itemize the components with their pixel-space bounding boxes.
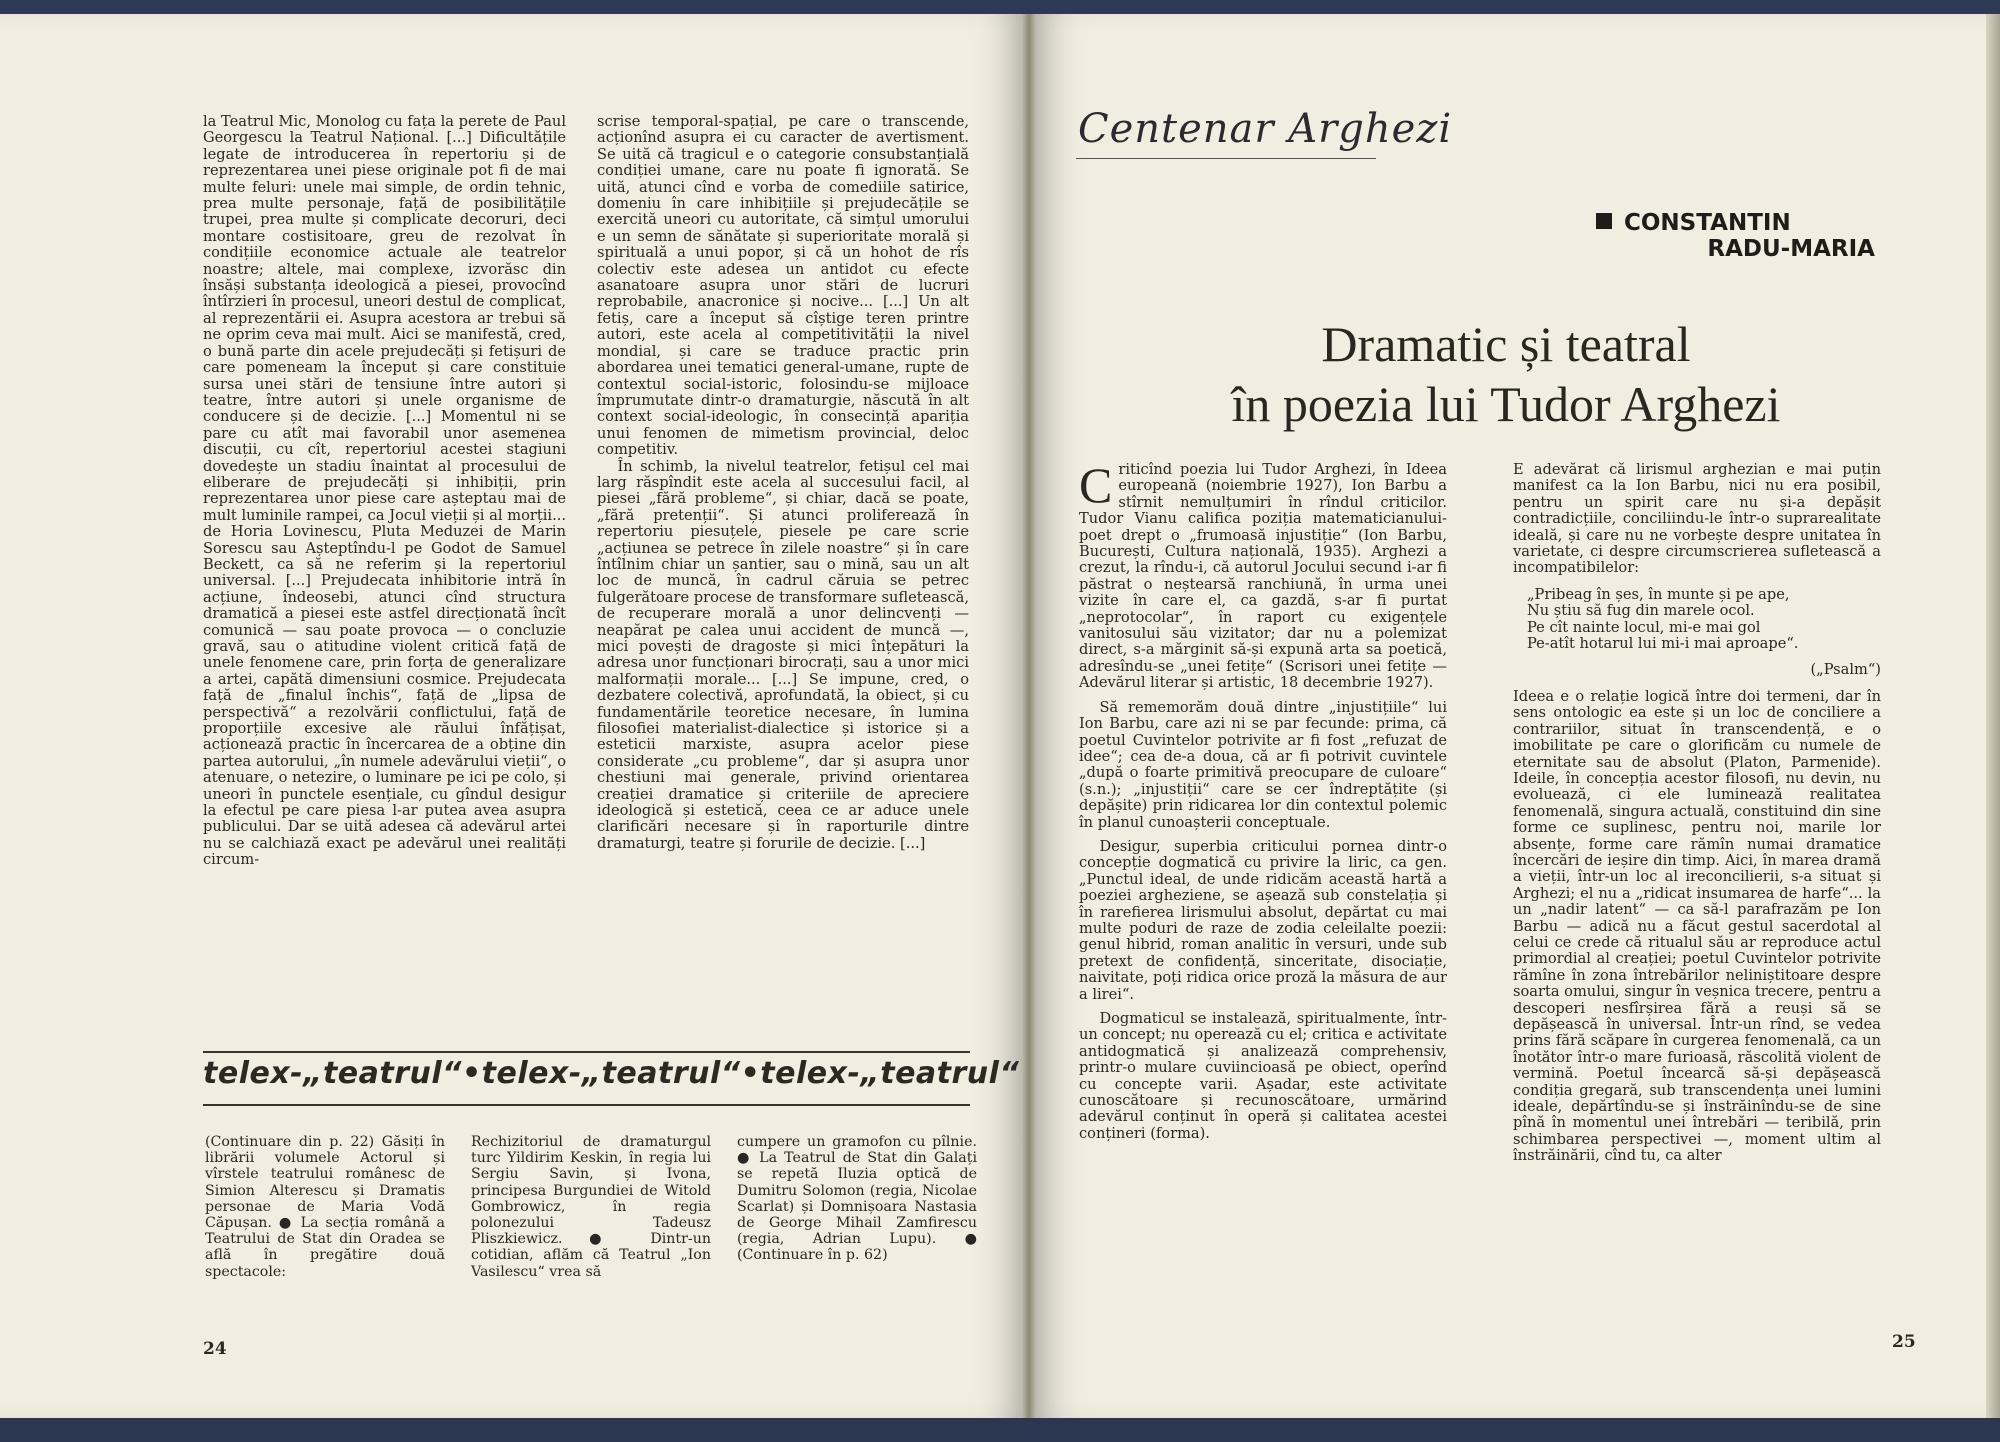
article-title: [1076, 314, 1936, 434]
desk-bottom-edge: [0, 1418, 2000, 1442]
right-page-column-2: [1513, 462, 1881, 1165]
paragraph: Criticînd poezia lui Tudor Arghezi, în Ideea europeană (noiembrie 1927), Ion Barbu a stîrnit nemulțumiri în rîndul criticilor. Tudor Vianu califica poziția matematicianului-poet drept o „frumoasă injustiție“ (Ion Barbu, București, Cultura națională, 1935). Arghezi a crezut, la rîndu-i, că autorul Jocului secund i-ar fi păstrat o neștearsă ranchiună, în urma unei vizite în care el, ca gazdă, s-ar fi purtat „neprotocolar“, în raport cu exigențele vanitosului său vizitator; dar nu a polemizat direct, s-a mărginit să-și expună arta sa poetică, adresîndu-se „unei fetițe“ (Scrisori unei fetițe — Adevărul literar și artistic, 18 decembrie 1927).: [1079, 457, 1447, 692]
divider: [203, 1104, 970, 1106]
section-heading: Centenar Arghezi: [1078, 106, 1453, 152]
verse-line: Pe cît nainte locul, mi-e mai gol: [1527, 618, 1761, 636]
verse-quote: [1527, 587, 1881, 653]
author-last-name: RADU-MARIA: [1707, 236, 1875, 262]
paragraph: Ideea e o relație logică între doi termeni, dar în sens ontologic ea este și un loc de conciliere a contrariilor, situat în transcendență, e o imobilitate pe care o glorificăm cu numele de eternitate sau de absolut (Platon, Parmenide). Ideile, în concepția acestor filosofi, nu devin, nu evoluează, ci ele luminează realitatea fenomenală, singura actuală, constituind din sine forme ce suplinesc, pentru noi, marile lor absențe, forme care rămîn numai dramatice încercări de ieșire din timp. Aici, în marea dramă a vieții, într-un loc al ireconcilierii, s-a situat și Arghezi; el nu a „ridicat insumarea de harfe“... la un „nadir latent“ — ca să-l parafrazăm pe Ion Barbu — adică nu a făcut gestul sacerdotal al celui ce crede că ritualul său ar reproduce actul primordial al creației; poetul Cuvintelor potrivite rămîne în zona întrebărilor neliniștitoare despre soarta omului, singur în veșnica trecere, pentru a descoperi nesfîrșirea fără a reuși să se depășească în universal. Într-un rînd, se vedea prins fără scăpare în curgerea fenomenală, ca un înotător într-o mare furioasă, răscolită violent de vermină. Poetul încearcă să-și depășească condiția gregară, sub transcendența unei lumini ideale, depărtîndu-se și înstrăinîndu-se de sine pînă în momentul unei întrebări — teribilă, prin schimbarea perspectivei —, moment ultim al înstrăinării, cînd tu, ca alter: [1513, 687, 1881, 1165]
paragraph: În schimb, la nivelul teatrelor, fetișul cel mai larg răspîndit este acela al succesului facil, al piesei „fără probleme“, și chiar, dacă se poate, „fără pretenții“. Și atunci proliferează în repertoriu piesuțele, piesele pe care scrie „acțiunea se petrece în zilele noastre“ și în care întîlnim chiar un șantier, sau o mină, sau un alt loc de muncă, în cadrul căruia se petrec fulgerătoare procese de transformare sufletească, de recuperare morală a unor delincvenți — neapărat pe calea unui accident de muncă —, mici povești de dragoste și mici înțepături la adresa unor funcționari birocrați, sau a unor mici malformații morale... [...] Se impune, cred, o dezbatere colectivă, aprofundată, la obiect, și cu fundamentările teoretice necesare, în lumina filosofiei materialist-dialectice și istorice și a esteticii marxiste, asupra acelor piese considerate „cu probleme“, dar și asupra unor chestiuni mai generale, privind orientarea creației dramatice și criteriile de apreciere ideologică și estetică, ceea ce ar aduce unele clarificări necesare și în raporturile dintre dramaturgi, teatre și forurile de decizie. [...]: [597, 457, 969, 852]
telex-column-3: cumpere un gramofon cu pîlnie. ● La Teatrul de Stat din Galați se repetă Iluzia optică de Dumitru Solomon (regia, Nicolae Scarlat) și Domnișoara Nastasia de George Mihail Zamfirescu (regia, Adrian Lupu). ● (Continuare în p. 62): [737, 1134, 977, 1264]
paragraph: Dogmaticul se instalează, spiritualmente, într-un concept; nu operează cu el; critica e activitate antidogmatică și analizează comprehensiv, printr-o mulare cuviincioasă pe obiect, operînd cu concepte varii. Așadar, este activitate cunoscătoare și recunoscătoare, urmărind adevărul conținut în operă și calitatea acestei conțineri (forma).: [1079, 1010, 1447, 1142]
paragraph: scrise temporal-spațial, pe care o transcende, acționînd asupra ei cu caracter de avertisment. Se uită că tragicul e o categorie consubstanțială condiției umane, care nu poate fi ignorată. Se uită, atunci cînd e vorba de comediile satirice, domeniu în care inhibițiile și prejudecățile se exercită uneori cu autoritate, că simțul umorului e un semn de sănătate și superioritate morală și spirituală a unui popor, și că un hohot de rîs colectiv este adesea un antidot cu efecte asanatoare asupra unor stări de lucruri reprobabile, anacronice și nocive... [...] Un alt fetiș, care a început să cîștige teren printre autori, este acela al competitivității la nivel mondial, și care se traduce practic prin abordarea unei tematici general-umane, rupte de contextul social-istoric, folosindu-se mijloace împrumutate dintr-o dramaturgie, născută în alt context social-ideologic, în consecință apariția unui fenomen de mimetism provincial, deloc competitiv.: [597, 113, 969, 459]
paragraph: Să rememorăm două dintre „injustițiile“ lui Ion Barbu, care azi ni se par fecunde: prima, că poetul Cuvintelor potrivite ar fi fost „refuzat de idee“; cea de-a doua, că ar fi potrivit cuvintele „după o foarte primitivă preocupare de culoare“ (s.n.); „injustiții“ care se cer îndreptățite (și depășite) prin ridicarea lor din contextul polemic în planul cunoașterii conceptuale.: [1079, 698, 1447, 831]
article-title-line-1: Dramatic și teatral: [1321, 316, 1691, 372]
paragraph: E adevărat că lirismul arghezian e mai puțin manifest ca la Ion Barbu, nici nu era posibil, pentru un spirit care nu și-a depășit contradicțiile, conciliindu-le într-o suprarealitate ideală, și care nu ne vorbește despre unitatea în varietate, ci despre circumscrierea sufletească a incompatibilelor:: [1513, 461, 1881, 577]
divider: [203, 1051, 970, 1053]
verse-line: Nu știu să fug din marele ocol.: [1527, 602, 1755, 620]
square-bullet-icon: [1596, 213, 1612, 229]
left-page-column-2: [597, 114, 969, 852]
page-number: 25: [1892, 1332, 1916, 1352]
paragraph: Desigur, superbia criticului pornea dintr-o concepție dogmatică cu privire la liric, ca gen. „Punctul ideal, de unde ridicăm această hartă a poeziei argheziene, se așează sub constelația și în rarefierea lirismului absolut, depărtat cu mai multe poduri de raze de zodia celeilalte poezii: genul hibrid, roman analitic în versuri, unde sub pretext de confidență, sinceritate, disociație, naivitate, poți ridica orice proză la măsura de aur a lirei“.: [1079, 837, 1447, 1003]
telex-column-2: Rechizitoriul de dramaturgul turc Yildirim Keskin, în regia lui Sergiu Savin, și Ivona, principesa Burgundiei de Witold Gombrowicz, în regia polonezului Tadeusz Pliszkiewicz. ● Dintr-un cotidian, aflăm că Teatrul „Ion Vasilescu“ vrea să: [471, 1134, 711, 1280]
page-number: 24: [203, 1339, 227, 1359]
article-title-line-2: în poezia lui Tudor Arghezi: [1231, 376, 1781, 432]
telex-column-1: (Continuare din p. 22) Găsiți în librării volumele Actorul și vîrstele teatrului românesc de Simion Alterescu și Dramatis personae de Maria Vodă Căpușan. ● La secția română a Teatrului de Stat din Oradea se află în pregătire două spectacole:: [205, 1134, 445, 1280]
author-first-name: CONSTANTIN: [1624, 210, 1791, 236]
author-byline: [1596, 210, 1926, 262]
verse-line: Pe-atît hotarul lui mi-i mai aproape“.: [1527, 635, 1799, 653]
left-page-column-1: [203, 114, 566, 869]
paragraph: la Teatrul Mic, Monolog cu fața la perete de Paul Georgescu la Teatrul Național. [...] Dificultățile legate de introducerea în repertoriu și de reprezentarea unei piese originale pot fi de mai multe feluri: unele mai simple, de ordin tehnic, prea multe personaje, față de posibilitățile trupei, prea multe și complicate decoruri, deci montare costisitoare, greu de rezolvat în condițiile economice actuale ale teatrelor noastre; altele, mai complexe, izvorăsc din însăși substanța ideologică a piesei, provocînd întîrzieri în procesul, uneori destul de complicat, al reprezentării ei. Asupra acestora ar trebui să ne oprim ceva mai mult. Aici se manifestă, cred, o bună parte din acele prejudecăți și fetișuri de care pomeneam la început și care constituie sursa unei stări de tensiune între autori și teatre, între autori și unele organisme de conducere și de decizie. [...] Momentul ni se pare cu atît mai favorabil unor asemenea discuții, cu cît, repertoriul acestei stagiuni dovedește un stadiu înaintat al procesului de eliberare de prejudecăți și inhibiții, prin reprezentarea unor piese care așteptau mai de mult luminile rampei, ca Jocul vieții și al morții... de Horia Lovinescu, Pluta Meduzei de Marin Sorescu sau Așteptîndu-l pe Godot de Samuel Beckett, ca să ne referim și la repertoriul universal. [...] Prejudecata inhibitorie intră în acțiune, îndeosebi, atunci cînd structura dramatică a piesei este astfel direcționată încît comunică — sau poate provoca — o concluzie gravă, sau o atitudine violent critică față de unele fenomene care, prin forța de generalizare a artei, capătă dimensiuni cosmice. Prejudecata față de „finalul închis“, față de „lipsa de perspectivă“ a rezolvării conflictului, față de proporțiile excesive ale răului înfățișat, acționează practic în încercarea de a obține din partea autorului, „în numele adevărului vieții“, o atenuare, o netezire, o luminare pe ici pe colo, și uneori în punctele esențiale, cu gîndul desigur la efectul pe care piesa l-ar putea avea asupra publicului. Dar se uită adesea că adevărul artei nu se calchiază exact pe adevărul unei realități circum-: [203, 113, 566, 869]
page-stack-edge: [1986, 14, 2000, 1418]
section-underline: [1076, 158, 1376, 159]
verse-source: („Psalm“): [1810, 661, 1881, 679]
verse-line: „Pribeag în șes, în munte și pe ape,: [1527, 585, 1790, 603]
book-gutter: [1022, 14, 1036, 1418]
drop-cap: C: [1079, 457, 1113, 513]
telex-heading: telex-„teatrul“•telex-„teatrul“•telex-„teatrul“: [203, 1056, 1020, 1091]
right-page-column-1: [1079, 457, 1447, 1142]
left-page: [0, 14, 1022, 1418]
right-page: [1036, 14, 1986, 1418]
